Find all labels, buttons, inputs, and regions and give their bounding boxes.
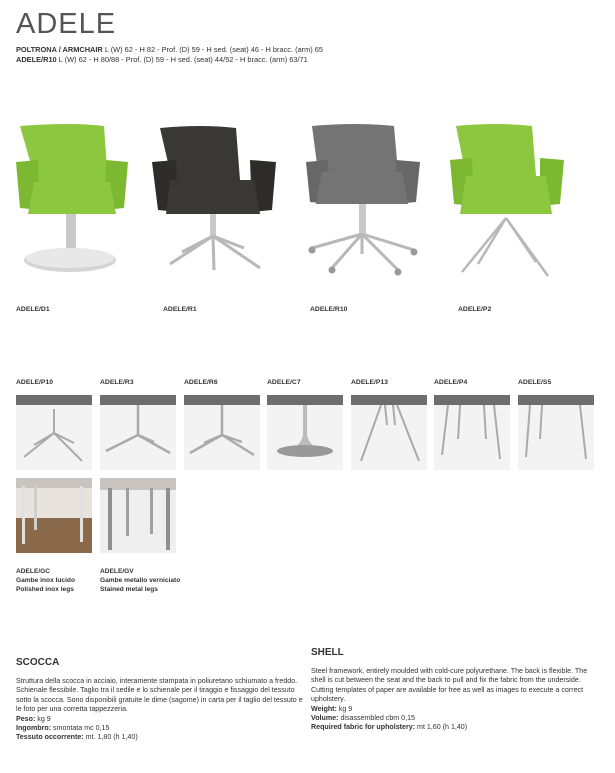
base-code: ADELE/P13 (351, 379, 389, 386)
page-title: ADELE (16, 8, 117, 40)
chair-seat (28, 182, 116, 214)
base-thumbnail-p13 (351, 395, 427, 470)
model-code: ADELE/P2 (458, 306, 492, 313)
base-code: ADELE/P10 (16, 379, 54, 386)
base-code: ADELE/R6 (184, 379, 218, 386)
legs-photo-gv (100, 478, 176, 553)
legs-caption-gv: ADELE/GV Gambe metallo verniciato Stained metal legs (100, 568, 181, 593)
chair-image-r10 (302, 122, 427, 277)
legs-photo-gc (16, 478, 92, 553)
base-code: ADELE/P4 (434, 379, 468, 386)
model-code: ADELE/D1 (16, 306, 50, 313)
chair-image-d1 (12, 120, 132, 275)
section-heading-shell: SHELL (311, 647, 344, 658)
model-code: ADELE/R10 (310, 306, 348, 313)
base-thumbnail-s5 (518, 395, 594, 470)
chair-image-r1 (152, 122, 282, 277)
base-thumbnail-p10 (16, 395, 92, 470)
legs-caption-gc: ADELE/GC Gambe inox lucido Polished inox legs (16, 568, 75, 593)
section-body-scocca: Struttura della scocca in acciaio, interamente stampata in poliuretano schiumato a freddo. Schienale flessibile. Taglio tra il sedile e lo schienale per il tiraggio e fissaggio del tessuto sotto la scocca. Sono disponibili gratuite le dime (sagome) in carta per il taglio del tessuto e le foto per una corretta tappezzeria. Peso: kg 9 Ingombro: smontata mc 0,15 Tessuto occorrente: mt. 1,80 (h 1,40) (16, 677, 303, 742)
base-code: ADELE/R3 (100, 379, 134, 386)
section-body-shell: Steel framework, entirely moulded with cold-cure polyurethane. The back is flexible. The shell is cut between the seat and the back to pull and fix the fabric from the underside. Cutting templates of paper are available for free as well as images to execute a correct upholstery. Weight: kg 9 Volume: disassembled cbm 0,15 Required fabric for upholstery: mt 1,60 (h 1,40) (311, 667, 588, 732)
base-thumbnail-r3 (100, 395, 176, 470)
model-code: ADELE/R1 (163, 306, 197, 313)
base-thumbnail-p4 (434, 395, 510, 470)
spec-r10: ADELE/R10 L (W) 62 - H 80/88 - Prof. (D) 59 - H sed. (seat) 44/52 - H bracc. (arm) 63/71 (16, 55, 308, 64)
base-code: ADELE/C7 (267, 379, 301, 386)
base-thumbnail-r6 (184, 395, 260, 470)
chair-image-p2 (448, 122, 573, 282)
base-code: ADELE/S5 (518, 379, 552, 386)
spec-armchair: POLTRONA / ARMCHAIR L (W) 62 - H 82 - Prof. (D) 59 - H sed. (seat) 46 - H bracc. (arm) 65 (16, 45, 324, 54)
base-thumbnail-c7 (267, 395, 343, 470)
section-heading-scocca: SCOCCA (16, 657, 60, 668)
